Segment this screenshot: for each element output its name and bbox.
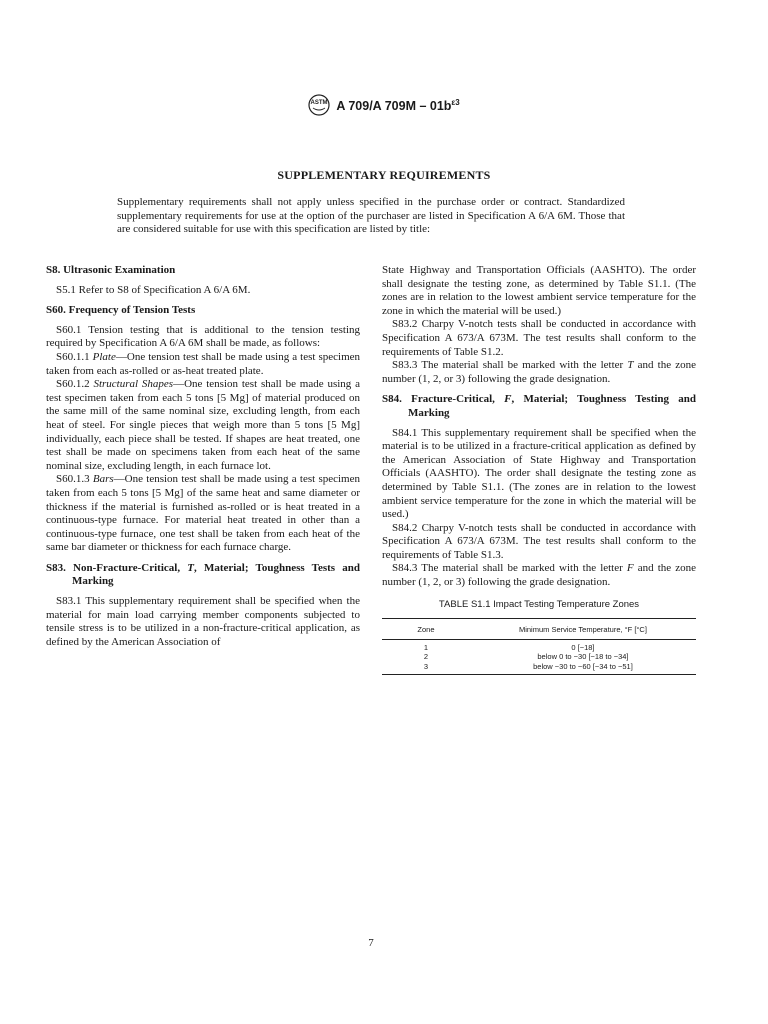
designation-superscript: ε3: [451, 97, 460, 107]
section-s8-paragraph: S5.1 Refer to S8 of Specification A 6/A 6M.: [56, 283, 251, 296]
right-column: [382, 264, 696, 675]
s83-1-continuation: State Highway and Transportation Officials (AASHTO). The order shall designate the testing zone, as determined by Table S1.1. (The zones are in relation to the lowest ambient service temperature for the zone in which the material will be used.): [382, 264, 696, 317]
section-s84-heading: S84. Fracture-Critical, F, Material; Toughness Testing and Marking: [382, 393, 697, 419]
s60-1-paragraph: S60.1 Tension testing that is additional to the tension testing required by Specification A 6/A 6M shall be made, as follows:: [46, 323, 360, 350]
table-row: [382, 639, 696, 652]
s83-3-paragraph: S83.3 The material shall be marked with the letter T and the zone number (1, 2, or 3) following the grade designation.: [382, 359, 696, 385]
s83-2-paragraph: S83.2 Charpy V-notch tests shall be conducted in accordance with Specification A 673/A 673M. The test results shall conform to the requirements of Table S1.2.: [382, 318, 696, 358]
section-s8-heading: S8. Ultrasonic Examination: [46, 264, 176, 276]
column-header-zone: Zone: [382, 619, 470, 640]
table-row: [382, 652, 696, 662]
section-s83-heading: S83. Non-Fracture-Critical, T, Material; Toughness Tests and Marking: [46, 561, 360, 588]
zone-cell: 1: [423, 642, 429, 652]
astm-logo-icon: [308, 94, 330, 116]
s60-1-3-paragraph: S60.1.3 Bars—One tension test shall be made using a test specimen taken from each 5 tons [5 Mg] of the same heat and same diameter or thickness if the material is furnished as-rolled or is heat treated in a continuous-type furnace. For material heat treated in other than a continuous-type furnace, one test shall be taken from each heat of the same bar diameter or thickness for each furnace charge.: [46, 473, 360, 554]
temperature-cell: below −30 to −60 [−34 to −51]: [470, 662, 696, 675]
s83-1-paragraph: S83.1 This supplementary requirement shall be specified when the material for main load carrying member components subjected to tensile stress is to be utilized in a non-fracture-critical application, as defined by the American Association of: [46, 595, 360, 648]
s60-1-1-paragraph: S60.1.1 Plate—One tension test shall be made using a test specimen taken from each as-rolled or as-heat treated plate.: [46, 350, 361, 377]
impact-zones-table-block: [382, 598, 696, 676]
temperature-cell: below 0 to −30 [−18 to −34]: [537, 652, 629, 662]
table-row: [382, 662, 696, 675]
page-number: 7: [368, 937, 374, 949]
document-header: [0, 94, 768, 116]
intro-paragraph: Supplementary requirements shall not apply unless specified in the purchase order or contract. Standardized supplementary requirements for use at the option of the purchaser are listed in Specification A 6/A 6M. Those that are considered suitable for use with this specification are listed by title:: [117, 196, 625, 236]
zone-cell: 3: [382, 662, 470, 675]
left-column: [46, 264, 360, 649]
s60-1-2-paragraph: S60.1.2 Structural Shapes—One tension test shall be made using a test specimen taken from each 5 tons [5 Mg] of material produced on the same mill of the same nominal size, excluding length, from each heat of steel. For single pieces that weigh more than 5 tons [5 Mg] individually, each piece shall be tested. If shapes are heat treated, one test shall be made on specimens taken from each heat of the same nominal size, excluding length, in each furnace lot.: [46, 378, 360, 472]
table-header-row: [382, 619, 696, 640]
section-s60-heading: S60. Frequency of Tension Tests: [46, 304, 196, 317]
s84-3-paragraph: S84.3 The material shall be marked with the letter F and the zone number (1, 2, or 3) following the grade designation.: [382, 562, 696, 589]
column-header-temperature: Minimum Service Temperature, °F [°C]: [470, 619, 696, 640]
table-title: TABLE S1.1 Impact Testing Temperature Zones: [438, 598, 640, 610]
temperature-cell: 0 [−18]: [571, 642, 595, 652]
svg-text:ASTM: ASTM: [310, 100, 328, 106]
s84-2-paragraph: S84.2 Charpy V-notch tests shall be conducted in accordance with Specification A 673/A 673M. The test results shall conform to the requirements of Table S1.3.: [382, 521, 696, 561]
zone-cell: 2: [423, 652, 429, 662]
s84-1-paragraph: S84.1 This supplementary requirement shall be specified when the material is to be utilized in a fracture-critical application as defined by the American Association of State Highway and Transportation Officials (AASHTO). The order shall designate the testing zone as determined by Table S1.1. (The zones are in relation to the lowest ambient service temperature for the zone in which the material will be used.): [382, 426, 696, 521]
impact-zones-table: [382, 618, 696, 675]
page-title: SUPPLEMENTARY REQUIREMENTS: [277, 168, 491, 182]
standard-designation: A 709/A $709M - 01b^{\varepsilon 3}$: [336, 97, 460, 113]
